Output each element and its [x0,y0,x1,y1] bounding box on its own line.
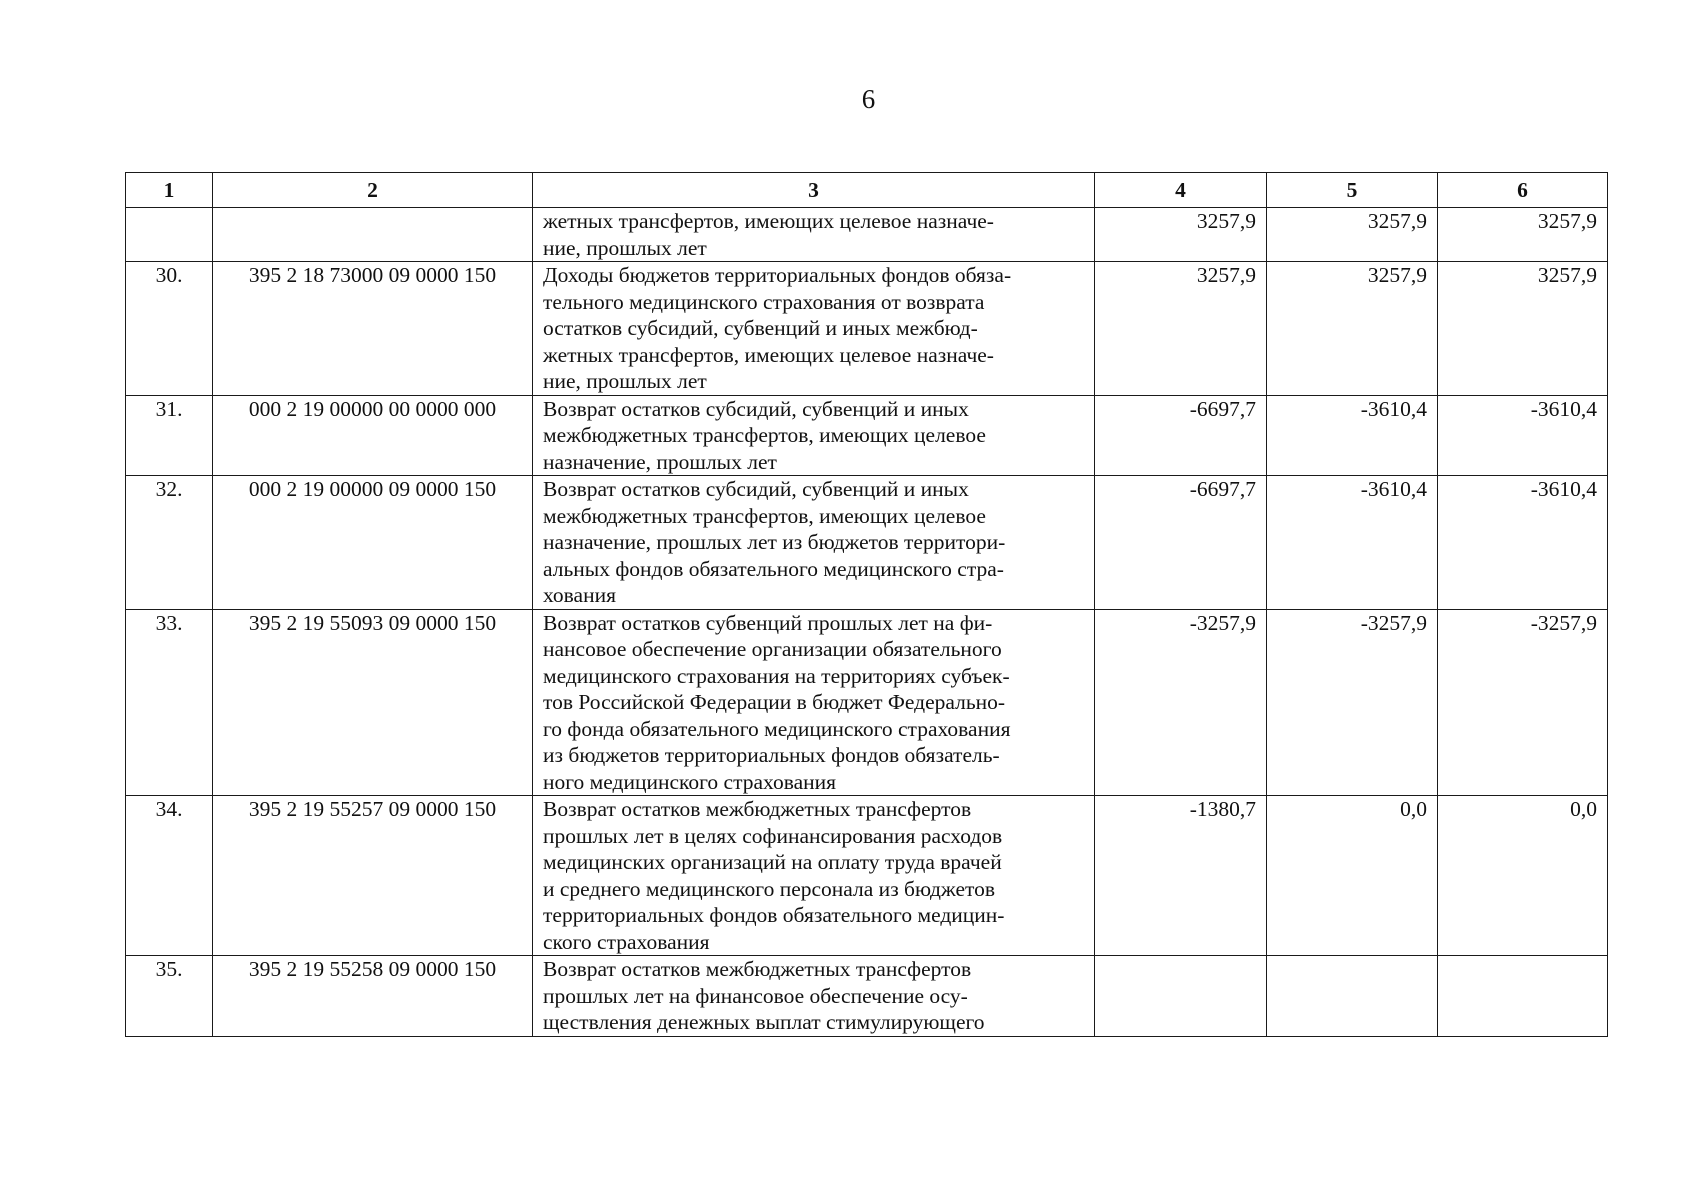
value-col-4 [1095,956,1267,1037]
column-header: 1 [126,173,213,208]
row-description: Возврат остатков межбюджетных трансфертов прошлых лет в целях софинансирования расходов медицинских организаций на оплату труда врачей и среднего медицинского персонала из бюджетов территориальных фондов обязательного медицин- ского страхования [533,796,1095,956]
table-row [126,262,1608,396]
value-col-5: 0,0 [1267,796,1438,956]
value-col-5 [1267,956,1438,1037]
value-col-6: -3257,9 [1438,609,1608,796]
table-row [126,395,1608,476]
column-header: 6 [1438,173,1608,208]
value-col-6: 3257,9 [1438,262,1608,396]
row-number: 31. [126,395,213,476]
table-row [126,476,1608,610]
value-col-6: -3610,4 [1438,476,1608,610]
row-number: 32. [126,476,213,610]
column-header: 3 [533,173,1095,208]
value-col-6: 3257,9 [1438,208,1608,262]
value-col-5: 3257,9 [1267,208,1438,262]
row-number: 30. [126,262,213,396]
row-number [126,208,213,262]
column-header: 4 [1095,173,1267,208]
value-col-4: -6697,7 [1095,476,1267,610]
row-description: Возврат остатков субвенций прошлых лет на фи- нансовое обеспечение организации обязательного медицинского страхования на территориях субъек- тов Российской Федерации в бюджет Федерально- го фонда обязательного медицинского страхования из бюджетов территориальных фондов обязатель- ного медицинского страхования [533,609,1095,796]
column-header: 5 [1267,173,1438,208]
value-col-5: -3610,4 [1267,395,1438,476]
budget-code: 395 2 19 55093 09 0000 150 [213,609,533,796]
value-col-4: -1380,7 [1095,796,1267,956]
value-col-5: -3610,4 [1267,476,1438,610]
table-row [126,208,1608,262]
row-number: 34. [126,796,213,956]
value-col-6: 0,0 [1438,796,1608,956]
budget-code [213,208,533,262]
value-col-6 [1438,956,1608,1037]
row-description: Доходы бюджетов территориальных фондов обяза- тельного медицинского страхования от возврата остатков субсидий, субвенций и иных межбюд- жетных трансфертов, имеющих целевое назначе- ние, прошлых лет [533,262,1095,396]
value-col-4: 3257,9 [1095,208,1267,262]
budget-code: 000 2 19 00000 09 0000 150 [213,476,533,610]
budget-code: 395 2 18 73000 09 0000 150 [213,262,533,396]
page-number: 6 [861,84,876,114]
value-col-4: -6697,7 [1095,395,1267,476]
table-row [126,796,1608,956]
row-number: 33. [126,609,213,796]
row-description: Возврат остатков субсидий, субвенций и иных межбюджетных трансфертов, имеющих целевое назначение, прошлых лет из бюджетов территори- альных фондов обязательного медицинского стра- хования [533,476,1095,610]
row-description: Возврат остатков межбюджетных трансфертов прошлых лет на финансовое обеспечение осу- ществления денежных выплат стимулирующего [533,956,1095,1037]
row-description: жетных трансфертов, имеющих целевое назначе- ние, прошлых лет [533,208,1095,262]
value-col-5: 3257,9 [1267,262,1438,396]
value-col-6: -3610,4 [1438,395,1608,476]
row-description: Возврат остатков субсидий, субвенций и иных межбюджетных трансфертов, имеющих целевое назначение, прошлых лет [533,395,1095,476]
table-row [126,609,1608,796]
row-number: 35. [126,956,213,1037]
budget-code: 395 2 19 55257 09 0000 150 [213,796,533,956]
budget-table [125,172,1608,1037]
budget-code: 395 2 19 55258 09 0000 150 [213,956,533,1037]
value-col-4: -3257,9 [1095,609,1267,796]
budget-code: 000 2 19 00000 00 0000 000 [213,395,533,476]
table-header-row [126,173,1608,208]
value-col-4: 3257,9 [1095,262,1267,396]
value-col-5: -3257,9 [1267,609,1438,796]
column-header: 2 [213,173,533,208]
table-row [126,956,1608,1037]
